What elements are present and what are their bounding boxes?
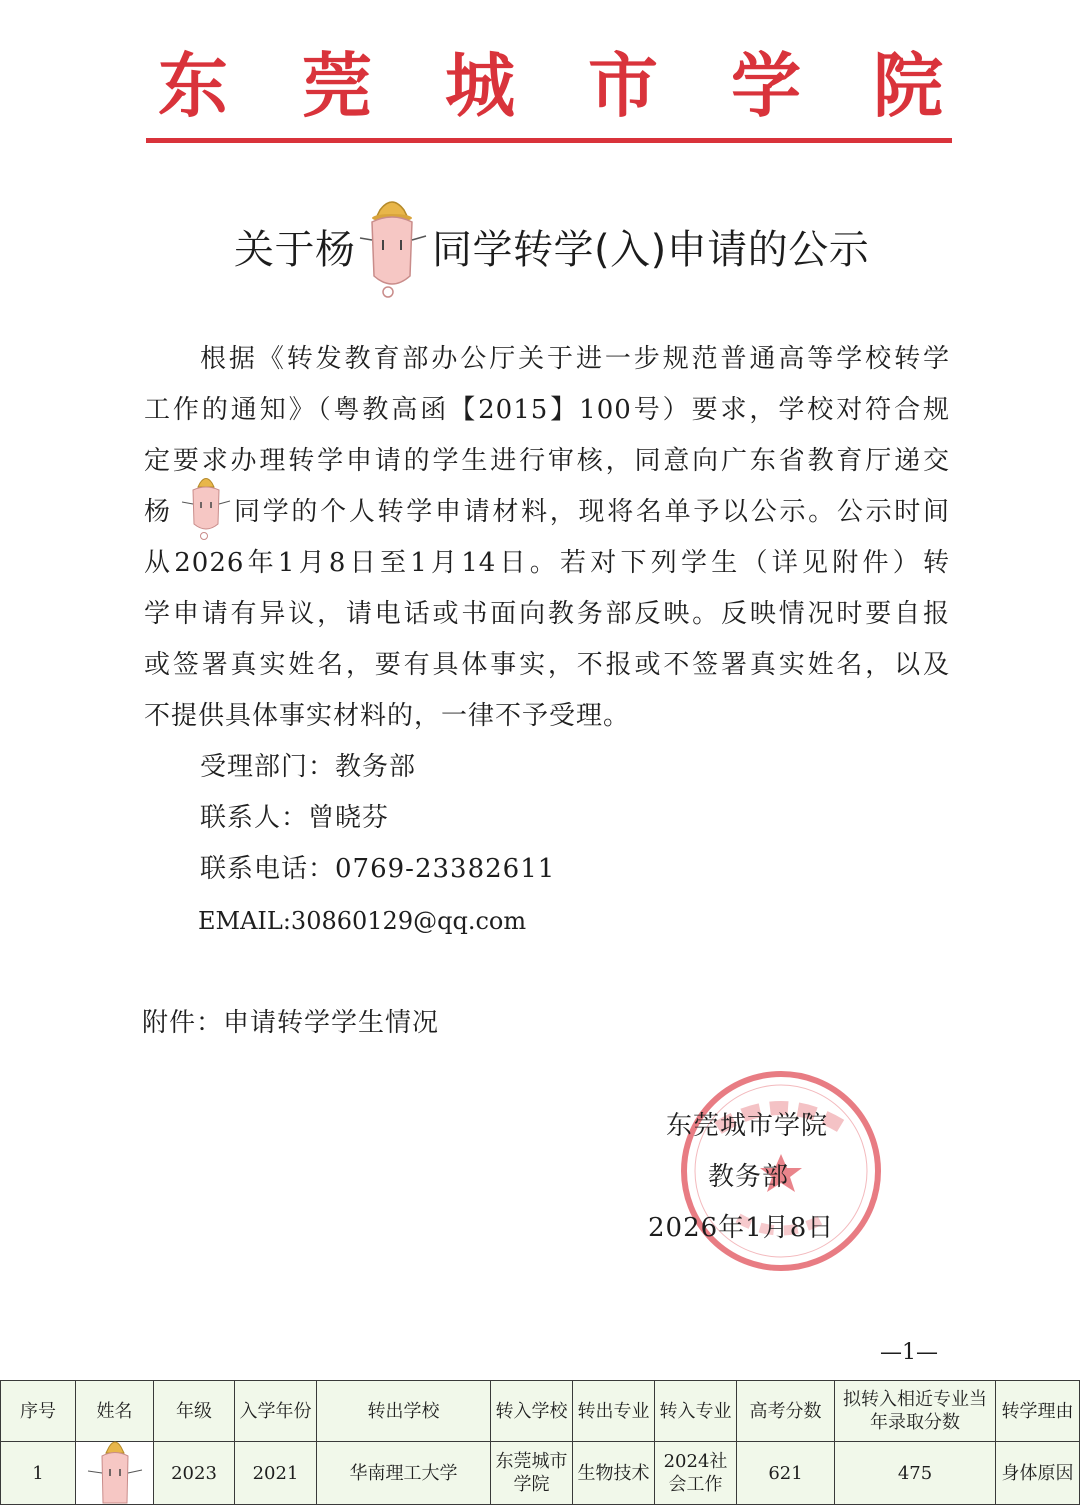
body-line: 同学的个人转学申请材料，现将名单予以公示。公示时间 — [234, 497, 950, 527]
notice-title-suffix: 同学转学(入)申请的公示 — [432, 227, 870, 273]
body-line: 定要求办理转学申请的学生进行审核，同意向广东省教育厅递交 — [144, 446, 950, 476]
table-cell: 2024社会工作 — [654, 1441, 737, 1505]
body-line: 或签署真实姓名，要有具体事实，不报或不签署真实姓名，以及 — [144, 650, 950, 680]
page-number: —1— — [880, 1340, 938, 1365]
body-line: 杨 — [144, 497, 172, 527]
letterhead-rule — [146, 138, 952, 143]
letterhead-char: 城 — [445, 45, 515, 127]
letterhead-char: 院 — [873, 45, 943, 127]
attachment-label: 附件：申请转学学生情况 — [142, 1008, 440, 1038]
table-cell: 2021 — [234, 1441, 317, 1505]
body-line: 从2026年1月8日至1月14日。若对下列学生（详见附件）转 — [144, 548, 950, 578]
body-line: 不提供具体事实材料的，一律不予受理。 — [144, 701, 631, 731]
table-header-cell: 高考分数 — [736, 1380, 835, 1442]
body-line: 学申请有异议，请电话或书面向教务部反映。反映情况时要自报 — [144, 599, 950, 629]
table-header-cell: 入学年份 — [234, 1380, 317, 1442]
mascot-sticker-icon — [178, 474, 234, 542]
table-cell: 2023 — [153, 1441, 235, 1505]
contact-email[interactable]: EMAIL:30860129@qq.com — [198, 907, 527, 935]
body-line: 工作的通知》（粤教高函【2015】100号）要求，学校对符合规 — [144, 395, 950, 425]
table-cell-name — [75, 1441, 154, 1505]
table-header-cell: 年级 — [153, 1380, 235, 1442]
signature-dept: 教务部 — [708, 1162, 790, 1192]
letterhead-char: 学 — [731, 45, 801, 127]
table-cell: 华南理工大学 — [316, 1441, 491, 1505]
table-header-cell: 转入学校 — [490, 1380, 573, 1442]
contact-person: 联系人：曾晓芬 — [200, 803, 390, 833]
body-line: 根据《转发教育部办公厅关于进一步规范普通高等学校转学 — [200, 344, 950, 374]
table-cell: 475 — [834, 1441, 996, 1505]
letterhead-char: 东 — [158, 45, 228, 127]
notice-title-prefix: 关于杨 — [234, 227, 356, 273]
contact-phone[interactable]: 联系电话：0769-23382611 — [200, 854, 556, 884]
table-header-cell: 转出学校 — [316, 1380, 491, 1442]
table-header-cell: 拟转入相近专业当年录取分数 — [834, 1380, 996, 1442]
table-header-cell: 姓名 — [75, 1380, 154, 1442]
mascot-sticker-icon — [352, 196, 432, 302]
table-header-cell: 序号 — [0, 1380, 76, 1442]
table-cell: 身体原因 — [995, 1441, 1080, 1505]
signature-date: 2026年1月8日 — [648, 1213, 835, 1243]
table-cell: 生物技术 — [572, 1441, 655, 1505]
mascot-sticker-icon — [80, 1441, 150, 1505]
student-table — [0, 1380, 1080, 1505]
table-header-cell: 转出专业 — [572, 1380, 655, 1442]
contact-department: 受理部门：教务部 — [200, 752, 417, 782]
table-cell: 621 — [736, 1441, 835, 1505]
table-cell: 1 — [0, 1441, 76, 1505]
letterhead-char: 莞 — [302, 45, 372, 127]
letterhead-char: 市 — [588, 45, 658, 127]
signature-org: 东莞城市学院 — [666, 1111, 829, 1141]
table-header-cell: 转学理由 — [995, 1380, 1080, 1442]
table-header-cell: 转入专业 — [654, 1380, 737, 1442]
table-cell: 东莞城市学院 — [490, 1441, 573, 1505]
